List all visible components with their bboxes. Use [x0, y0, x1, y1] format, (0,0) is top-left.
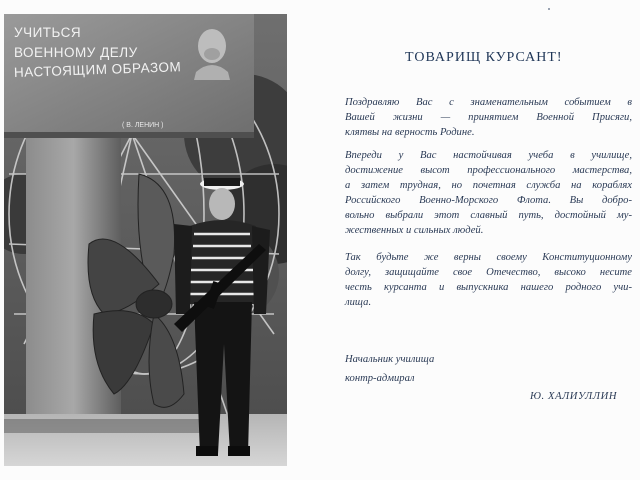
signature-position-2: контр-адмирал — [345, 373, 415, 384]
paragraph-1 — [345, 95, 632, 140]
paragraph-3 — [345, 250, 632, 310]
letter-panel — [300, 0, 640, 480]
plaque-line-1: УЧИТЬСЯ — [14, 25, 82, 40]
paragraph-line: лища. — [345, 297, 372, 308]
plaque-line-2: ВОЕННОМУ ДЕЛУ — [14, 45, 138, 60]
plaque-signature: ( В. ЛЕНИН ) — [122, 122, 164, 129]
cadet-photo — [4, 14, 287, 466]
paragraph-line: Впереди у Вас настойчивая учеба в училище, — [345, 150, 632, 161]
paragraph-line: Так будьте же верны своему Конституционному — [345, 252, 632, 263]
paragraph-line: жественных и сильных людей. — [345, 225, 484, 236]
paragraph-line: вольно выбрали этот славный путь, достойный му- — [345, 210, 632, 221]
paragraph-line: честь курсанта и выпускника нашего родного учи- — [345, 282, 632, 293]
paragraph-line: Вашей жизни — принятием Военной Присяги, — [345, 112, 632, 123]
paragraph-line: клятвы на верность Родине. — [345, 127, 475, 138]
plaque-line-3: НАСТОЯЩИМ ОБРАЗОМ — [13, 59, 182, 80]
paragraph-2 — [345, 148, 632, 238]
paragraph-line: Поздравляю Вас с знаменательным событием в — [345, 97, 632, 108]
signature-name: Ю. ХАЛИУЛЛИН — [530, 391, 618, 402]
paragraph-line: а затем трудная, но почетная служба на кораблях — [345, 180, 632, 191]
paragraph-line: Российского Военно-Морского Флота. Вы добро- — [345, 195, 632, 206]
paragraph-line: долгу, защищайте свое Отечество, высоко несите — [345, 267, 632, 278]
signature-position-1: Начальник училища — [345, 354, 435, 365]
letter-title: ТОВАРИЩ КУРСАНТ! — [405, 50, 563, 65]
photo-scene — [4, 14, 287, 466]
paragraph-line: достижение высот профессионального мастерства, — [345, 165, 632, 176]
